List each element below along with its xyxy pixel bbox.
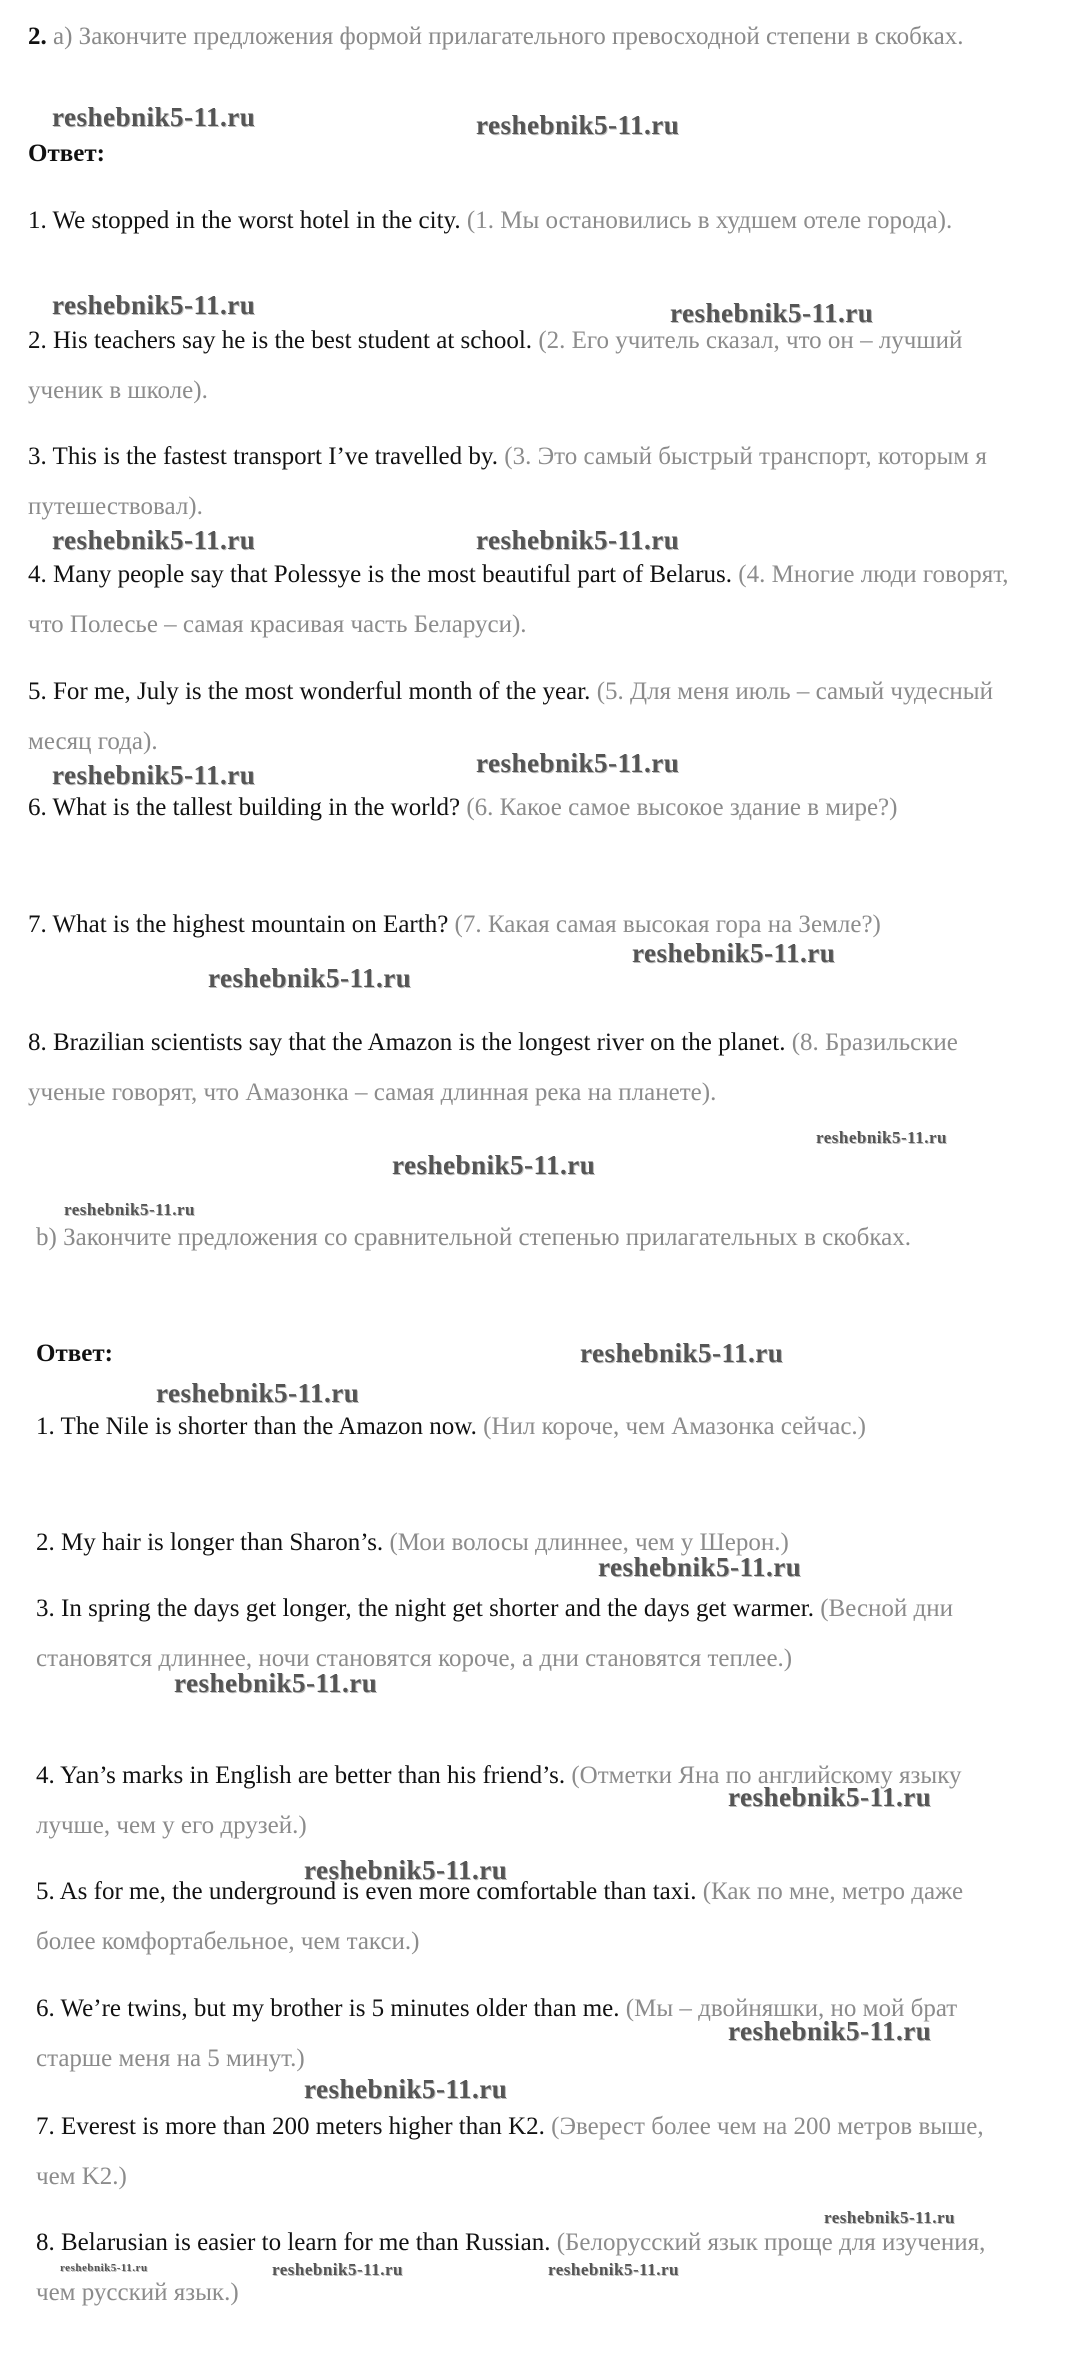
list-item: 7. Everest is more than 200 meters higher than K2. (Эверест более чем на 200 метров выше, чем K2.) [36, 2113, 984, 2190]
list-item: 2. My hair is longer than Sharon’s. (Мои волосы длиннее, чем у Шерон.) [36, 1529, 789, 1556]
watermark: reshebnik5-11.ru [476, 110, 680, 140]
watermark: reshebnik5-11.ru [64, 1200, 195, 1219]
watermark: reshebnik5-11.ru [52, 290, 256, 320]
watermark: reshebnik5-11.ru [728, 2016, 932, 2046]
list-item: 5. As for me, the underground is even more comfortable than taxi. (Как по мне, метро даже более комфортабельное, чем такси.) [36, 1878, 964, 1955]
section-a-instruction: a) Закончите предложения формой прилагательного превосходной степени в скобках. [53, 23, 964, 50]
watermark: reshebnik5-11.ru [304, 1855, 508, 1885]
watermark: reshebnik5-11.ru [728, 1782, 932, 1812]
watermark: reshebnik5-11.ru [174, 1668, 378, 1698]
list-item: 4. Many people say that Polessye is the most beautiful part of Belarus. (4. Многие люди говорят, что Полесье – самая красивая часть Беларуси). [28, 561, 1009, 638]
watermark: reshebnik5-11.ru [392, 1150, 596, 1180]
watermark: reshebnik5-11.ru [548, 2260, 679, 2279]
list-item: 8. Belarusian is easier to learn for me than Russian. (Белорусский язык проще для изучения, чем русский язык.) [36, 2229, 986, 2306]
watermark: reshebnik5-11.ru [272, 2260, 403, 2279]
watermark: reshebnik5-11.ru [632, 938, 836, 968]
section-a-answer-label: Ответ: [28, 140, 105, 167]
section-b-answer-label: Ответ: [36, 1340, 113, 1367]
watermark: reshebnik5-11.ru [52, 760, 256, 790]
watermark: reshebnik5-11.ru [824, 2208, 955, 2227]
list-item: 1. We stopped in the worst hotel in the city. (1. Мы остановились в худшем отеле города). [28, 207, 953, 234]
exercise-number: 2. [28, 23, 47, 50]
list-item: 7. What is the highest mountain on Earth? (7. Какая самая высокая гора на Земле?) [28, 911, 881, 938]
watermark: reshebnik5-11.ru [52, 525, 256, 555]
watermark: reshebnik5-11.ru [476, 748, 680, 778]
section-b-instruction: b) Закончите предложения со сравнительной степенью прилагательных в скобках. [36, 1224, 911, 1251]
list-item: 6. We’re twins, but my brother is 5 minutes older than me. (Мы – двойняшки, но мой брат старше меня на 5 минут.) [36, 1995, 958, 2072]
list-item: 4. Yan’s marks in English are better than his friend’s. (Отметки Яна по английскому языку лучше, чем у его друзей.) [36, 1762, 962, 1839]
watermark: reshebnik5-11.ru [476, 525, 680, 555]
watermark: reshebnik5-11.ru [60, 2262, 148, 2274]
list-item: 5. For me, July is the most wonderful month of the year. (5. Для меня июль – самый чудесный месяц года). [28, 678, 993, 755]
watermark: reshebnik5-11.ru [816, 1128, 947, 1147]
list-item: 2. His teachers say he is the best student at school. (2. Его учитель сказал, что он – лучший ученик в школе). [28, 327, 963, 404]
watermark: reshebnik5-11.ru [670, 298, 874, 328]
watermark: reshebnik5-11.ru [208, 963, 412, 993]
watermark: reshebnik5-11.ru [52, 102, 256, 132]
list-item: 3. This is the fastest transport I’ve travelled by. (3. Это самый быстрый транспорт, которым я путешествовал). [28, 443, 987, 520]
watermark: reshebnik5-11.ru [156, 1378, 360, 1408]
section-a-header [28, 12, 1028, 62]
list-item: 1. The Nile is shorter than the Amazon now. (Нил короче, чем Амазонка сейчас.) [36, 1413, 867, 1440]
list-item: 3. In spring the days get longer, the night get shorter and the days get warmer. (Весной дни становятся длиннее, ночи становятся короче, а дни становятся теплее.) [36, 1595, 954, 1672]
list-item: 6. What is the tallest building in the world? (6. Какое самое высокое здание в мире?) [28, 794, 898, 821]
watermark: reshebnik5-11.ru [304, 2074, 508, 2104]
list-item: 8. Brazilian scientists say that the Amazon is the longest river on the planet. (8. Бразильские ученые говорят, что Амазонка – самая длинная река на планете). [28, 1029, 958, 1106]
watermark: reshebnik5-11.ru [580, 1338, 784, 1368]
section-b-header [36, 1213, 1013, 1263]
watermark: reshebnik5-11.ru [598, 1552, 802, 1582]
